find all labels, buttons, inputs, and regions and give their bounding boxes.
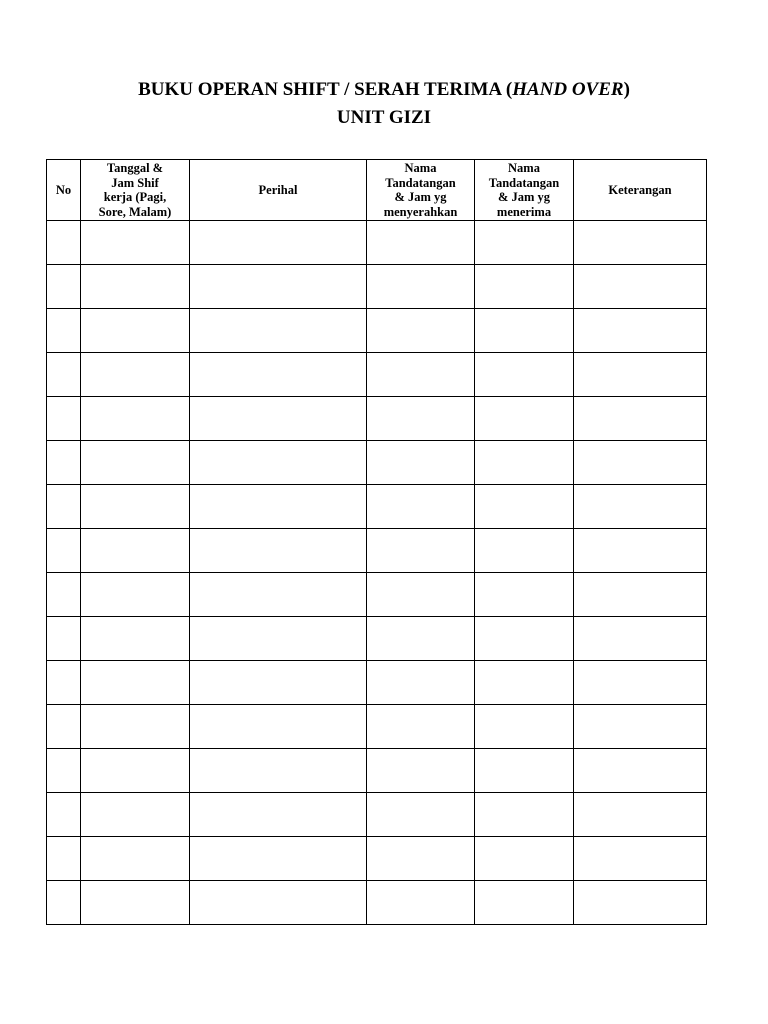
- cell-no: [47, 441, 81, 485]
- header-menyerahkan-line: & Jam yg: [394, 190, 447, 204]
- cell-tanggal: [81, 661, 190, 705]
- cell-menyerahkan: [367, 441, 475, 485]
- cell-menerima: [475, 221, 574, 265]
- cell-no: [47, 661, 81, 705]
- cell-menyerahkan: [367, 221, 475, 265]
- cell-keterangan: [574, 573, 707, 617]
- cell-perihal: [190, 309, 367, 353]
- cell-tanggal: [81, 749, 190, 793]
- title-text-start: BUKU OPERAN SHIFT / SERAH TERIMA (: [138, 79, 513, 100]
- cell-tanggal: [81, 793, 190, 837]
- table-row: [47, 705, 707, 749]
- header-menerima: [475, 160, 574, 221]
- cell-perihal: [190, 485, 367, 529]
- cell-tanggal: [81, 309, 190, 353]
- header-menerima-line: menerima: [496, 204, 552, 219]
- cell-menyerahkan: [367, 309, 475, 353]
- cell-keterangan: [574, 265, 707, 309]
- cell-keterangan: [574, 617, 707, 661]
- table-row: [47, 837, 707, 881]
- cell-menyerahkan: [367, 705, 475, 749]
- header-menyerahkan-line: menyerahkan: [383, 204, 458, 219]
- cell-no: [47, 529, 81, 573]
- table-row: [47, 881, 707, 925]
- cell-menyerahkan: [367, 617, 475, 661]
- cell-tanggal: [81, 529, 190, 573]
- cell-perihal: [190, 353, 367, 397]
- cell-menerima: [475, 441, 574, 485]
- table-row: [47, 221, 707, 265]
- header-tanggal-jam-shif: [81, 160, 190, 221]
- cell-menyerahkan: [367, 837, 475, 881]
- cell-keterangan: [574, 661, 707, 705]
- cell-no: [47, 485, 81, 529]
- table-row: [47, 397, 707, 441]
- cell-keterangan: [574, 705, 707, 749]
- cell-menerima: [475, 529, 574, 573]
- cell-keterangan: [574, 221, 707, 265]
- cell-tanggal: [81, 617, 190, 661]
- cell-menerima: [475, 265, 574, 309]
- table-row: [47, 441, 707, 485]
- cell-menerima: [475, 397, 574, 441]
- table-row: [47, 353, 707, 397]
- cell-perihal: [190, 749, 367, 793]
- cell-menerima: [475, 485, 574, 529]
- cell-perihal: [190, 529, 367, 573]
- cell-keterangan: [574, 353, 707, 397]
- header-tanggal-line: Tanggal &: [106, 161, 164, 175]
- cell-no: [47, 749, 81, 793]
- cell-menyerahkan: [367, 573, 475, 617]
- table-row: [47, 265, 707, 309]
- cell-no: [47, 397, 81, 441]
- cell-menerima: [475, 837, 574, 881]
- table-row: [47, 573, 707, 617]
- header-tanggal-line: Jam Shif: [111, 175, 159, 190]
- cell-no: [47, 617, 81, 661]
- cell-no: [47, 265, 81, 309]
- cell-menerima: [475, 793, 574, 837]
- cell-perihal: [190, 881, 367, 925]
- cell-tanggal: [81, 837, 190, 881]
- header-menyerahkan-line: Nama: [404, 161, 437, 175]
- table-row: [47, 617, 707, 661]
- cell-perihal: [190, 221, 367, 265]
- cell-menerima: [475, 881, 574, 925]
- cell-menerima: [475, 617, 574, 661]
- cell-keterangan: [574, 749, 707, 793]
- cell-keterangan: [574, 529, 707, 573]
- cell-no: [47, 221, 81, 265]
- cell-tanggal: [81, 397, 190, 441]
- cell-menerima: [475, 749, 574, 793]
- table-row: [47, 749, 707, 793]
- cell-keterangan: [574, 309, 707, 353]
- table-row: [47, 309, 707, 353]
- cell-perihal: [190, 793, 367, 837]
- cell-tanggal: [81, 573, 190, 617]
- cell-keterangan: [574, 793, 707, 837]
- cell-menerima: [475, 661, 574, 705]
- table-header-row: [47, 160, 707, 221]
- cell-perihal: [190, 617, 367, 661]
- header-menerima-line: Tandatangan: [488, 175, 560, 190]
- cell-perihal: [190, 573, 367, 617]
- title-text-italic: HAND OVER: [512, 79, 624, 100]
- cell-tanggal: [81, 705, 190, 749]
- cell-menyerahkan: [367, 529, 475, 573]
- header-tanggal-line: Sore, Malam): [98, 204, 172, 219]
- cell-perihal: [190, 837, 367, 881]
- cell-menerima: [475, 573, 574, 617]
- cell-perihal: [190, 441, 367, 485]
- table-row: [47, 485, 707, 529]
- header-keterangan: Keterangan: [574, 160, 707, 221]
- cell-menyerahkan: [367, 793, 475, 837]
- cell-no: [47, 573, 81, 617]
- cell-no: [47, 309, 81, 353]
- cell-no: [47, 881, 81, 925]
- cell-menyerahkan: [367, 749, 475, 793]
- table-row: [47, 661, 707, 705]
- header-menyerahkan-line: Tandatangan: [385, 175, 456, 190]
- cell-menerima: [475, 705, 574, 749]
- cell-keterangan: [574, 881, 707, 925]
- cell-no: [47, 705, 81, 749]
- cell-menerima: [475, 353, 574, 397]
- cell-perihal: [190, 397, 367, 441]
- cell-no: [47, 837, 81, 881]
- document-subtitle: UNIT GIZI: [336, 107, 432, 128]
- cell-tanggal: [81, 485, 190, 529]
- cell-perihal: [190, 705, 367, 749]
- header-perihal: Perihal: [190, 160, 367, 221]
- cell-menyerahkan: [367, 397, 475, 441]
- document-title: [0, 78, 768, 102]
- cell-menyerahkan: [367, 265, 475, 309]
- header-tanggal-line: kerja (Pagi,: [103, 190, 167, 204]
- cell-menyerahkan: [367, 661, 475, 705]
- title-text-end: ): [623, 79, 630, 100]
- cell-perihal: [190, 265, 367, 309]
- header-no: No: [47, 160, 81, 221]
- table-body: [47, 221, 707, 925]
- cell-no: [47, 793, 81, 837]
- header-menerima-line: Nama: [508, 161, 540, 175]
- cell-menyerahkan: [367, 881, 475, 925]
- cell-tanggal: [81, 221, 190, 265]
- header-menerima-line: & Jam yg: [497, 190, 551, 204]
- cell-tanggal: [81, 441, 190, 485]
- cell-keterangan: [574, 397, 707, 441]
- cell-tanggal: [81, 353, 190, 397]
- table-row: [47, 529, 707, 573]
- header-menyerahkan: [367, 160, 475, 221]
- cell-keterangan: [574, 441, 707, 485]
- cell-menyerahkan: [367, 485, 475, 529]
- cell-no: [47, 353, 81, 397]
- table-row: [47, 793, 707, 837]
- cell-tanggal: [81, 881, 190, 925]
- cell-menyerahkan: [367, 353, 475, 397]
- cell-tanggal: [81, 265, 190, 309]
- handover-table: [46, 159, 707, 925]
- cell-keterangan: [574, 837, 707, 881]
- cell-keterangan: [574, 485, 707, 529]
- cell-perihal: [190, 661, 367, 705]
- cell-menerima: [475, 309, 574, 353]
